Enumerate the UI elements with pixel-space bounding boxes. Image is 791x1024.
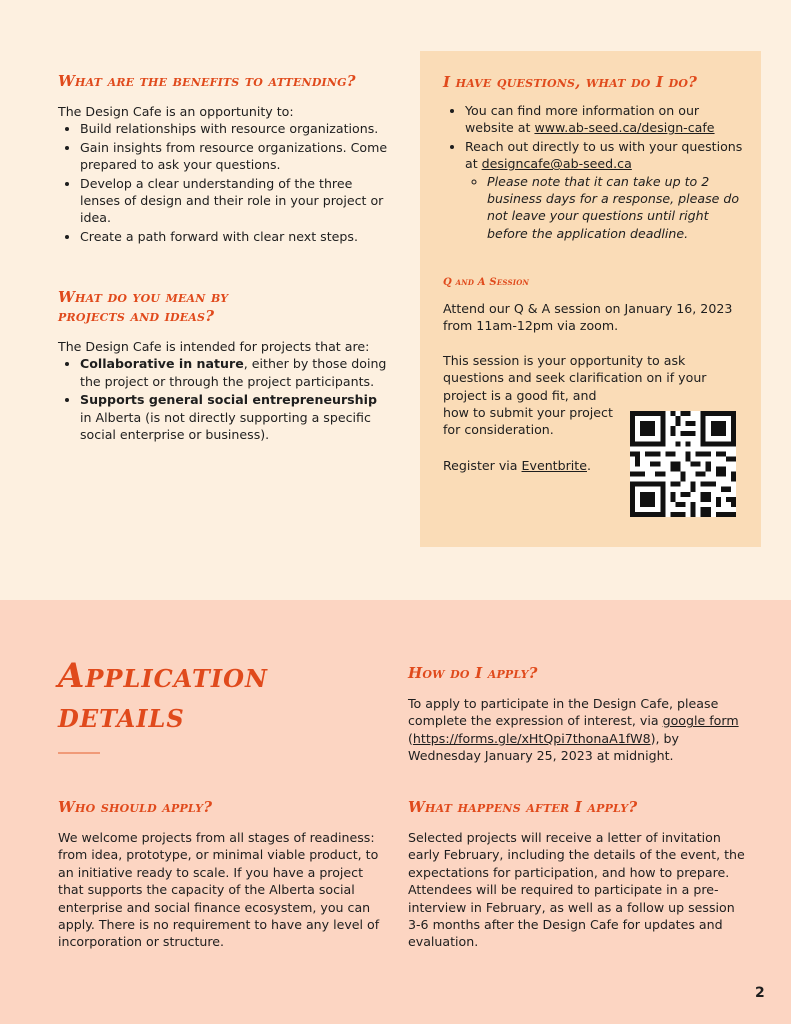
qa-heading: Q and A Session — [443, 277, 530, 288]
how-heading: How do I apply? — [408, 664, 538, 682]
list-item: • Build relationships with resource organizations. — [80, 120, 388, 137]
list-item: • Create a path forward with clear next steps. — [80, 228, 388, 245]
qa-p2-line1: This session is your opportunity to ask questions and seek clarification on if your — [443, 352, 707, 386]
google-form-link[interactable]: google form — [662, 713, 739, 729]
item-text: in Alberta (is not directly supporting a specific social enterprise or business). — [80, 409, 371, 443]
questions-list — [443, 102, 743, 242]
benefits-heading: What are the benefits to attending? — [58, 72, 356, 90]
how-body — [408, 695, 748, 765]
how-text: ), by Wednesday January 25, 2023 at midnight. — [408, 730, 679, 764]
how-text: To apply to participate in the Design Cafe, please complete the expression of interest, via — [408, 696, 719, 729]
item-text: You can find more information on our website at — [465, 103, 700, 136]
after-body: Selected projects will receive a letter of invitation early February, including the details of the event, the expectations for participation, and how to prepare. Attendees will be required to participate in a pre-interview in February, as well as a follow up session 3-6 months after the Design Cafe for updates and evaluation. — [408, 830, 745, 950]
item-bold: Supports general social entrepreneurship — [80, 392, 377, 408]
projects-list — [58, 355, 388, 443]
sub-note: ◦ Please note that it can take up to 2 business days for a response, please do not leave your questions until right before the application deadline. — [487, 173, 743, 243]
who-section — [58, 798, 388, 951]
who-body: We welcome projects from all stages of readiness: from idea, prototype, or minimal viable product, to an initiative ready to scale. If you have a project that supports the capacity of the Alberta social enterprise and social finance ecosystem, you can apply. There is no requirement to have any level of incorporation or structure. — [58, 830, 380, 950]
item-bold: Collaborative in nature — [80, 356, 244, 372]
email-link[interactable]: designcafe@ab-seed.ca — [481, 156, 632, 172]
qa-p1: Attend our Q & A session on January 16, 2023 from 11am-12pm via zoom. — [443, 301, 733, 334]
list-item — [80, 355, 388, 390]
after-heading: What happens after I apply? — [408, 798, 638, 816]
projects-section — [58, 288, 388, 444]
sub-list — [465, 173, 743, 243]
how-section — [408, 664, 748, 765]
benefits-section — [58, 72, 388, 246]
divider — [58, 752, 100, 754]
page-number: 2 — [755, 985, 765, 1001]
register-text: Register via — [443, 457, 522, 473]
list-item — [465, 102, 743, 137]
projects-heading-line1: What do you mean by — [58, 288, 229, 306]
projects-heading — [58, 288, 388, 326]
register-end: . — [586, 457, 591, 473]
questions-heading: I have questions, what do I do? — [443, 73, 698, 91]
item-text: Reach out directly to us with your questions at — [465, 138, 743, 172]
application-title-line2: details — [58, 696, 185, 736]
qa-p2-line2: project is a good fit, and how to submit your project for consideration. — [443, 387, 613, 438]
list-item — [465, 138, 743, 242]
list-item: • Gain insights from resource organizations. Come prepared to ask your questions. — [80, 139, 388, 174]
questions-block — [443, 73, 743, 243]
how-text: ( — [408, 730, 413, 746]
after-section — [408, 798, 748, 951]
item-text: , either by those doing the project or through the project participants. — [80, 356, 387, 389]
application-title-line1: Application — [58, 656, 268, 696]
benefits-intro: The Design Cafe is an opportunity to: — [58, 104, 294, 119]
benefits-list — [58, 120, 388, 245]
projects-heading-line2: projects and ideas? — [58, 307, 215, 325]
who-heading: Who should apply? — [58, 798, 213, 816]
questions-card — [420, 51, 761, 547]
eventbrite-link[interactable]: Eventbrite — [521, 457, 587, 473]
form-url-link[interactable]: https://forms.gle/xHtQpi7thonaA1fW8 — [412, 730, 651, 746]
list-item: • Develop a clear understanding of the three lenses of design and their role in your project or idea. — [80, 175, 388, 227]
website-link[interactable]: www.ab-seed.ca/design-cafe — [534, 120, 715, 136]
projects-intro: The Design Cafe is intended for projects that are: — [58, 339, 370, 354]
application-title — [58, 656, 378, 736]
list-item — [80, 391, 388, 443]
qr-code-icon[interactable] — [630, 411, 736, 517]
